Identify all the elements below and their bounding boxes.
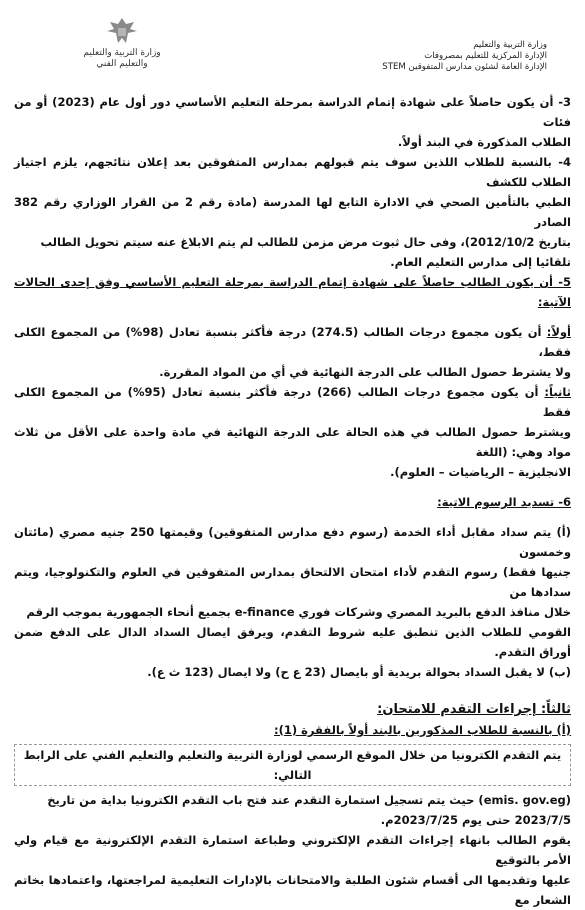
fees-title: 6- تسديد الرسوم الاتية: bbox=[437, 495, 571, 509]
logo-text: وزارة التربية والتعليم والتعليم الفني bbox=[83, 48, 161, 69]
general-administration-line: الإدارة العامة لشئون مدارس المتفوقين STEM bbox=[382, 62, 547, 72]
ministry-line: وزارة التربية والتعليم bbox=[473, 40, 547, 50]
case-second-label: ثانياً: bbox=[544, 385, 571, 399]
ministry-name-block bbox=[382, 40, 547, 73]
eagle-emblem-icon bbox=[104, 16, 140, 46]
procedures-subtitle: (أ) بالنسبة للطلاب المذكورين بالبند أولاً بالفقرة (1): bbox=[273, 723, 571, 737]
case-first-label: أولاً: bbox=[546, 325, 571, 339]
case-first: أولاً: أن يكون مجموع درجات الطالب (274.5) درجة فأكثر بنسبة تعادل (98%) من المجموع الكلى فقط، ولا يشترط حصول الطالب على الدرجة النهائية في أي من المواد المقررة. bbox=[14, 325, 571, 379]
submission-instructions: يقوم الطالب بانهاء إجراءات التقدم الإلكتروني وطباعة استمارة التقدم الإلكترونية مع قيام ولي الأمر بالتوقيع عليها وتقديمها الى أقسام شئون الطلبة والامتحانات بالإدارات التعليمية لمراجعتها، واعتمادها بخاتم الشعار مع bbox=[14, 833, 571, 907]
department-line: الإدارة المركزية للتعليم بمصروفات bbox=[424, 51, 547, 61]
letterhead bbox=[0, 8, 585, 83]
fees-paragraph-a: (أ) يتم سداد مقابل أداء الخدمة (رسوم دفع مدارس المتفوقين) وقيمتها 250 جنيه مصري (مائتان وخمسون جنيها فقط) رسوم التقدم لأداء امتحان الالتحاق بمدارس المتفوقين في العلوم والتكنولوجيا، ويتم سدادها من خلال منافذ الدفع بالبريد المصري وشركات فوري e-finance بجميع أنحاء الجمهورية بموجب الرقم القومي للطلاب الذين تنطبق عليه شروط التقدم، ويرفق ايصال السداد الدال على الدفع ضمن أوراق التقدم. bbox=[14, 525, 571, 659]
procedures-title: ثالثاً: إجراءات التقدم للامتحان: bbox=[377, 702, 571, 717]
online-application-note: يتم التقدم الكترونيا من خلال الموقع الرسمي لوزارة التربية والتعليم والتعليم الفني على الرابط التالي: bbox=[14, 744, 571, 786]
ministry-logo bbox=[52, 16, 192, 78]
item-5: 5- أن يكون الطالب حاصلاً على شهادة إتمام الدراسة بمرحلة التعليم الأساسي وفق إحدى الحالات الآتية: bbox=[14, 275, 571, 309]
document-body bbox=[14, 92, 571, 910]
case-second: ثانياً: أن يكون مجموع درجات الطالب (266) درجة فأكثر بنسبة تعادل (95%) من المجموع الكلى فقط ويشترط حصول الطالب في هذه الحالة على الدرجة النهائية في مادة واحدة على الأقل من ثلاث مواد وهي: (اللغة الانجليزية – الرياضيات – العلوم). bbox=[14, 385, 571, 479]
item-4: 4- بالنسبة للطلاب اللذين سوف يتم قبولهم بمدارس المتفوقين بعد إعلان نتائجهم، يلزم اجتياز الطلاب للكشف الطبي بالتأمين الصحي في الادارة التابع لها المدرسة (مادة رقم 2 من القرار الوزاري رقم 382 الصادر بتاريخ 2012/10/2)، وفى حال ثبوت مرض مزمن للطالب لم يتم الابلاغ عنه سيتم تحويل الطالب تلقائيا إلى مدارس التعليم العام. bbox=[14, 155, 571, 269]
fees-paragraph-b: (ب) لا يقبل السداد بحوالة بريدية أو بايصال (23 ع ح) ولا ايصال (123 ث ع). bbox=[147, 665, 571, 679]
application-dates: (emis. gov.eg) حيث يتم تسجيل استمارة التقدم عند فتح باب التقدم الكترونيا بداية من تاريخ 2023/7/5 حتى يوم 2023/7/25م. bbox=[47, 793, 571, 827]
item-3: 3- أن يكون حاصلاً على شهادة إتمام الدراسة بمرحلة التعليم الأساسي دور أول عام (2023) أو من فئات الطلاب المذكورة في البند أولاً. bbox=[14, 95, 571, 149]
